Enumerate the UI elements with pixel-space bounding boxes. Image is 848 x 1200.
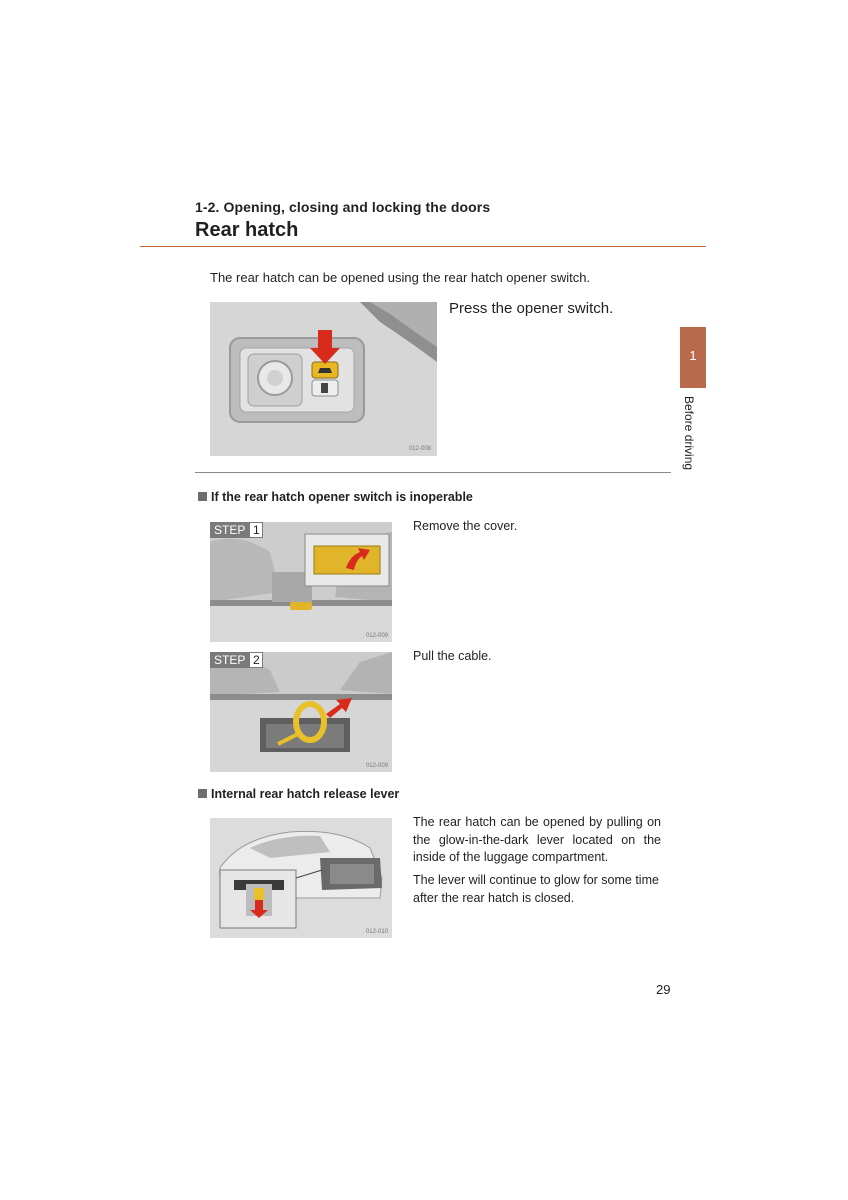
section-label: 1-2. Opening, closing and locking the doors (195, 199, 491, 215)
title-divider (140, 246, 706, 247)
chapter-label (678, 396, 698, 486)
internal-lever-figure (210, 818, 392, 938)
release-lever-illustration (210, 818, 392, 938)
figure-code: 012-009 (365, 763, 388, 769)
step-1-figure (210, 522, 392, 642)
page-title: Rear hatch (195, 219, 299, 241)
internal-lever-paragraph-2: The lever will continue to glow for some time after the rear hatch is closed. (413, 873, 659, 905)
figure-code: 012-010 (365, 929, 388, 935)
step-1-text: Remove the cover. (413, 519, 518, 533)
internal-lever-paragraph-1: The rear hatch can be opened by pulling on the glow-in-the-dark lever located on the inside of the luggage compartment. (413, 815, 661, 864)
step-2-badge (210, 652, 263, 668)
step-2-number: 2 (249, 652, 263, 668)
chapter-label-text: Before driving (682, 396, 696, 471)
internal-lever-heading (198, 787, 399, 801)
figure-code: 012-008 (408, 446, 431, 452)
chapter-number: 1 (689, 348, 697, 363)
section-divider (195, 472, 671, 473)
pull-cable-illustration (210, 652, 392, 772)
inoperable-heading (198, 490, 473, 504)
step-1-badge (210, 522, 263, 538)
intro-text: The rear hatch can be opened using the rear hatch opener switch. (210, 270, 591, 285)
step-2-text: Pull the cable. (413, 649, 492, 663)
square-bullet-icon (198, 492, 207, 501)
main-step-text: Press the opener switch. (449, 300, 614, 317)
step-1-number: 1 (249, 522, 263, 538)
remove-cover-illustration (210, 522, 392, 642)
opener-switch-figure (210, 302, 437, 456)
opener-switch-illustration (210, 302, 437, 456)
square-bullet-icon (198, 789, 207, 798)
step-1-word: STEP (210, 522, 249, 538)
internal-lever-heading-text: Internal rear hatch release lever (211, 787, 400, 801)
page-number: 29 (656, 982, 671, 997)
figure-code: 012-009 (365, 633, 388, 639)
inoperable-heading-text: If the rear hatch opener switch is inoperable (211, 490, 473, 504)
step-2-figure (210, 652, 392, 772)
step-2-word: STEP (210, 652, 249, 668)
